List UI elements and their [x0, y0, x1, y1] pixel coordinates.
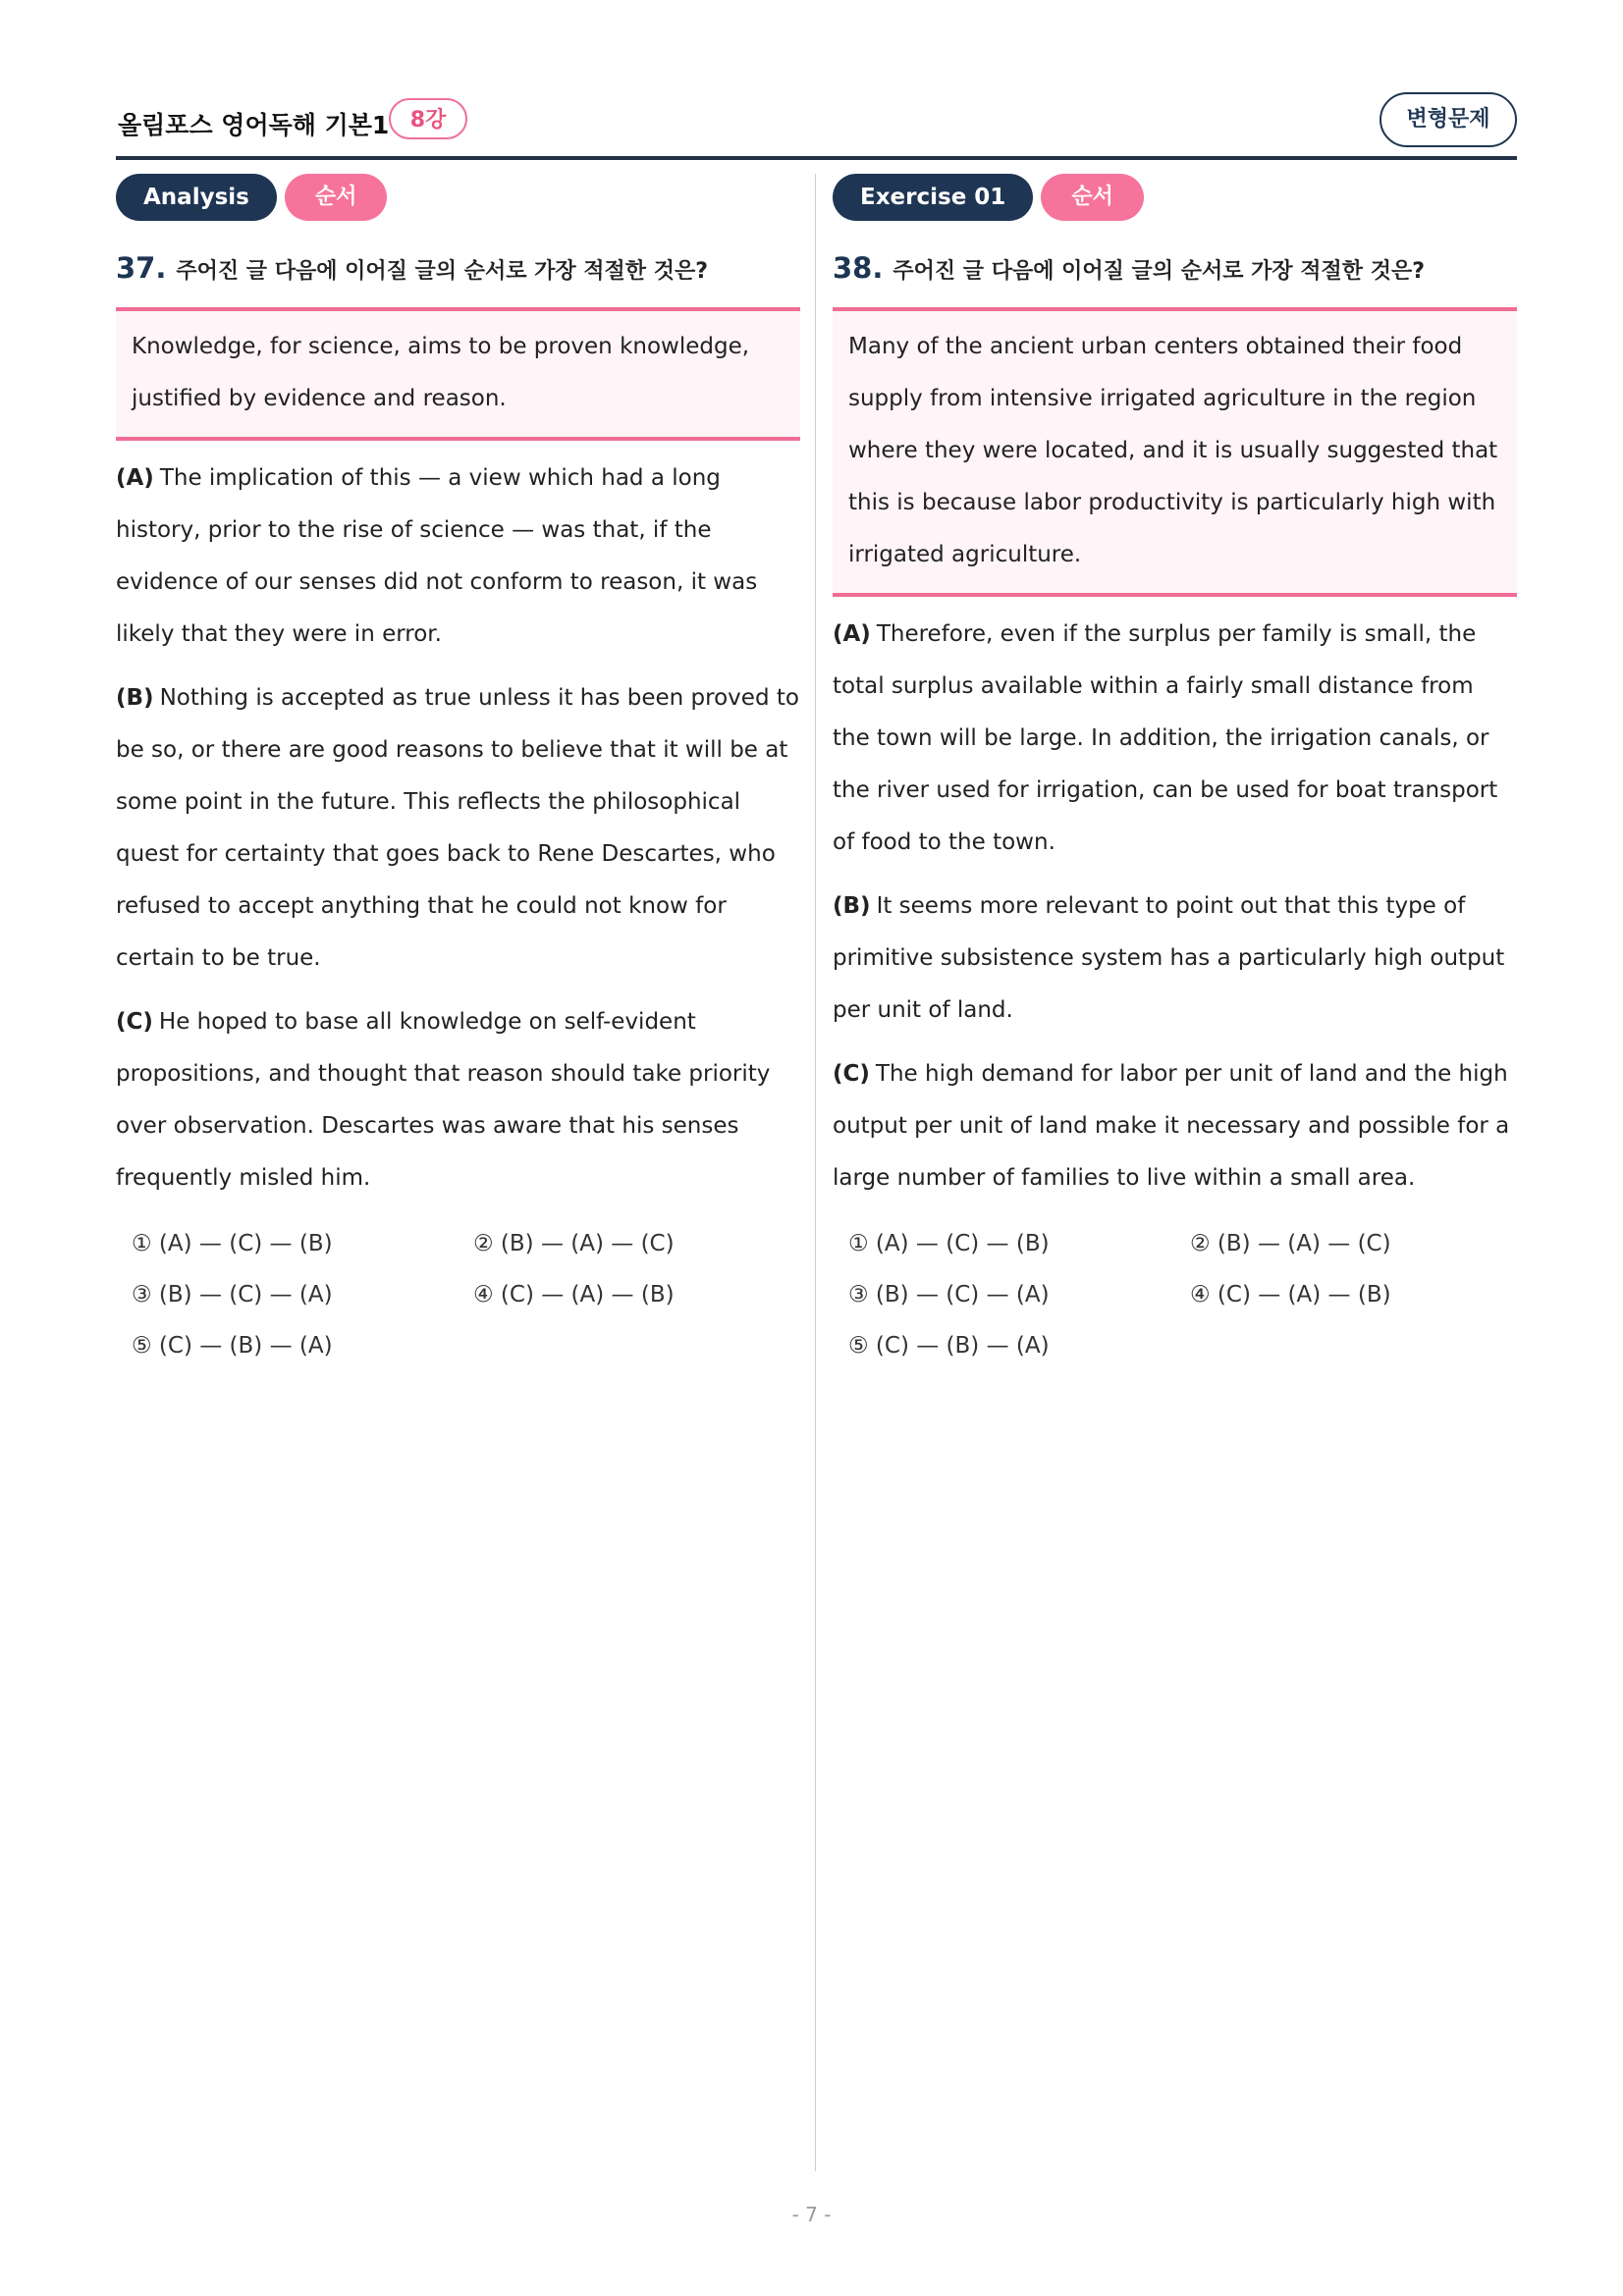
choice-1[interactable]: ① (A) — (C) — (B): [848, 1231, 1050, 1256]
question-heading: [116, 251, 800, 287]
paragraph-text: The implication of this — a view which had a long history, prior to the rise of science — was that, if the evidence of our senses did not conform to reason, it was likely that they were in error.: [116, 465, 758, 647]
paragraph-text: The high demand for labor per unit of land and the high output per unit of land make it necessary and possible for a large number of families to live within a small area.: [833, 1061, 1510, 1191]
paragraph-a: [833, 609, 1517, 869]
right-tags: [833, 174, 1517, 221]
choice-3[interactable]: ③ (B) — (C) — (A): [132, 1282, 333, 1308]
category-tag: 순서: [1041, 174, 1144, 221]
paragraph-text: Nothing is accepted as true unless it has been proved to be so, or there are good reasons to believe that it will be at some point in the future. This reflects the philosophical quest for certainty that goes back to Rene Descartes, who refused to accept anything that he could not know for certain to be true.: [116, 685, 799, 971]
question-heading: [833, 251, 1517, 287]
paragraph-c: [116, 996, 800, 1204]
paragraph-b: [833, 881, 1517, 1037]
choice-5[interactable]: ⑤ (C) — (B) — (A): [132, 1333, 333, 1359]
paragraph-label: (A): [116, 465, 154, 491]
lesson-badge: 8강: [389, 98, 467, 139]
choice-2[interactable]: ② (B) — (A) — (C): [1190, 1231, 1391, 1256]
choice-1[interactable]: ① (A) — (C) — (B): [132, 1231, 333, 1256]
choice-4[interactable]: ④ (C) — (A) — (B): [473, 1282, 675, 1308]
right-column: [833, 174, 1517, 1371]
paragraph-b: [116, 672, 800, 985]
section-tag-exercise: Exercise 01: [833, 174, 1033, 221]
category-tag: 순서: [285, 174, 388, 221]
choice-3[interactable]: ③ (B) — (C) — (A): [848, 1282, 1050, 1308]
left-column: [116, 174, 800, 1371]
paragraph-label: (A): [833, 621, 871, 647]
paragraph-text: It seems more relevant to point out that this type of primitive subsistence system has a particularly high output per unit of land.: [833, 893, 1505, 1023]
header-divider: [116, 156, 1517, 160]
question-prompt: 주어진 글 다음에 이어질 글의 순서로 가장 적절한 것은?: [893, 259, 1425, 284]
choice-5[interactable]: ⑤ (C) — (B) — (A): [848, 1333, 1050, 1359]
question-number: 37.: [116, 251, 167, 285]
page-number: - 7 -: [791, 2203, 832, 2226]
paragraph-text: Therefore, even if the surplus per family is small, the total surplus available within a fairly small distance from the town will be large. In addition, the irrigation canals, or the river used for irrigation, can be used for boat transport of food to the town.: [833, 621, 1498, 855]
paragraph-label: (B): [116, 685, 154, 711]
page-header: [116, 92, 1517, 159]
question-prompt: 주어진 글 다음에 이어질 글의 순서로 가장 적절한 것은?: [176, 259, 708, 284]
paragraph-c: [833, 1048, 1517, 1204]
paragraph-text: He hoped to base all knowledge on self-evident propositions, and thought that reason should take priority over observation. Descartes was aware that his senses frequently misled him.: [116, 1009, 771, 1191]
answer-choices: [116, 1218, 800, 1371]
section-tag-analysis: Analysis: [116, 174, 277, 221]
question-number: 38.: [833, 251, 884, 285]
answer-choices: [833, 1218, 1517, 1371]
choice-4[interactable]: ④ (C) — (A) — (B): [1190, 1282, 1391, 1308]
column-divider: [815, 174, 816, 2171]
paragraph-label: (C): [833, 1061, 870, 1087]
left-tags: [116, 174, 800, 221]
paragraph-label: (B): [833, 893, 871, 919]
given-passage: Many of the ancient urban centers obtained their food supply from intensive irrigated agriculture in the region where they were located, and it is usually suggested that this is because labor productivity is particularly high with irrigated agriculture.: [833, 307, 1517, 597]
paragraph-label: (C): [116, 1009, 153, 1035]
choice-2[interactable]: ② (B) — (A) — (C): [473, 1231, 675, 1256]
given-passage: Knowledge, for science, aims to be proven knowledge, justified by evidence and reason.: [116, 307, 800, 441]
paragraph-a: [116, 453, 800, 661]
book-title: 올림포스 영어독해 기본1: [118, 111, 390, 139]
question-type-badge: 변형문제: [1380, 92, 1517, 147]
